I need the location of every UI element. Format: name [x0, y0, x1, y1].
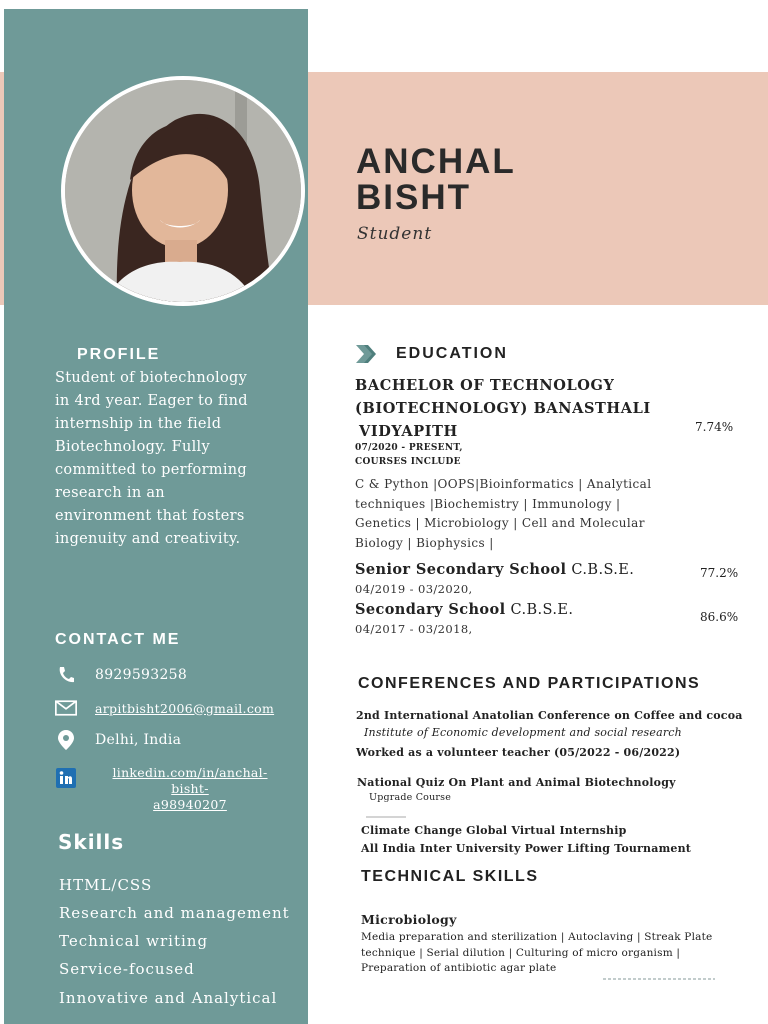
mail-icon — [55, 697, 77, 719]
technical-skills-heading: TECHNICAL SKILLS — [361, 868, 539, 885]
linkedin-line-2: a98940207 — [153, 797, 227, 812]
conference-item: Upgrade Course — [369, 792, 452, 803]
name-line-last: BISHT — [356, 178, 471, 217]
location-text: Delhi, India — [95, 732, 182, 748]
courses-list: C & Python |OOPS|Bioinformatics | Analytical techniques |Biochemistry | Immunology | Genetics | Microbiology | Cell and Molecular Biology | Biophysics | — [355, 477, 652, 550]
linkedin-icon — [55, 767, 77, 789]
conference-item: Worked as a volunteer teacher (05/2022 - 06/2022) — [356, 746, 681, 759]
senior-percentage: 77.2% — [700, 566, 739, 580]
conference-item: Institute of Economic development and social research — [364, 726, 682, 739]
profile-photo — [61, 76, 305, 306]
education-heading-text: EDUCATION — [396, 345, 508, 362]
profile-text: Student of biotechnology in 4rd year. Eager to find internship in the field Biotechnology. Fully committed to performing research in an environment that fosters ingenuity and creativity. — [55, 370, 248, 547]
senior-school — [355, 561, 634, 578]
degree-line-1: BACHELOR OF TECHNOLOGY — [355, 377, 615, 394]
courses-label: COURSES INCLUDE — [355, 457, 461, 467]
contact-phone-row — [55, 664, 188, 686]
conference-item: National Quiz On Plant and Animal Biotechnology — [357, 776, 676, 789]
degree-percentage: 7.74% — [695, 420, 734, 434]
phone-number: 8929593258 — [95, 667, 188, 683]
skills-heading: Skills — [58, 830, 125, 854]
secondary-school — [355, 601, 573, 618]
contact-location-row — [55, 729, 182, 751]
conference-item: Climate Change Global Virtual Internship — [361, 824, 627, 837]
degree-line-2: (BIOTECHNOLOGY) BANASTHALI — [355, 400, 651, 417]
conferences-heading: CONFERENCES AND PARTICIPATIONS — [358, 675, 701, 692]
skill-item: Research and management — [59, 904, 290, 922]
secondary-school-name: Secondary School — [355, 601, 506, 618]
degree-dates: 07/2020 - PRESENT, — [355, 443, 463, 453]
role-subtitle: Student — [357, 224, 433, 244]
senior-school-board: C.B.S.E. — [571, 562, 635, 578]
microbiology-title: Microbiology — [361, 912, 457, 927]
location-pin-icon — [55, 729, 77, 751]
chevron-right-icon — [356, 345, 380, 363]
secondary-dates: 04/2017 - 03/2018, — [355, 622, 473, 636]
senior-dates: 04/2019 - 03/2020, — [355, 582, 473, 596]
linkedin-line-1: linkedin.com/in/anchal-bisht- — [112, 765, 268, 796]
skill-item: Innovative and Analytical — [59, 989, 278, 1007]
secondary-percentage: 86.6% — [700, 610, 739, 624]
divider — [366, 816, 406, 818]
degree-title — [355, 374, 655, 443]
footer-divider — [603, 978, 715, 980]
microbiology-text: Media preparation and sterilization | Autoclaving | Streak Plate technique | Serial dilution | Culturing of micro organism | Preparation of antibiotic agar plate — [361, 931, 713, 974]
skill-item: Technical writing — [59, 932, 209, 950]
degree-line-3: VIDYAPITH — [359, 423, 458, 440]
skill-item: Service-focused — [59, 960, 195, 978]
profile-heading: PROFILE — [77, 346, 161, 363]
senior-school-name: Senior Secondary School — [355, 561, 567, 578]
secondary-school-board: C.B.S.E. — [510, 602, 574, 618]
conference-item: All India Inter University Power Lifting Tournament — [361, 842, 692, 855]
conference-item: 2nd International Anatolian Conference on Coffee and cocoa — [356, 709, 743, 722]
contact-heading: CONTACT ME — [55, 631, 181, 648]
email-link[interactable]: arpitbisht2006@gmail.com — [95, 700, 275, 716]
skill-item: HTML/CSS — [59, 876, 153, 894]
phone-icon — [55, 664, 77, 686]
education-heading — [356, 345, 508, 363]
name-line-first: ANCHAL — [356, 142, 516, 181]
contact-email-row — [55, 697, 275, 719]
header-band-edge — [0, 72, 4, 305]
person-name — [356, 144, 516, 216]
profile-photo-illustration — [65, 80, 301, 302]
linkedin-link[interactable] — [95, 765, 285, 813]
contact-linkedin-row — [55, 765, 268, 812]
